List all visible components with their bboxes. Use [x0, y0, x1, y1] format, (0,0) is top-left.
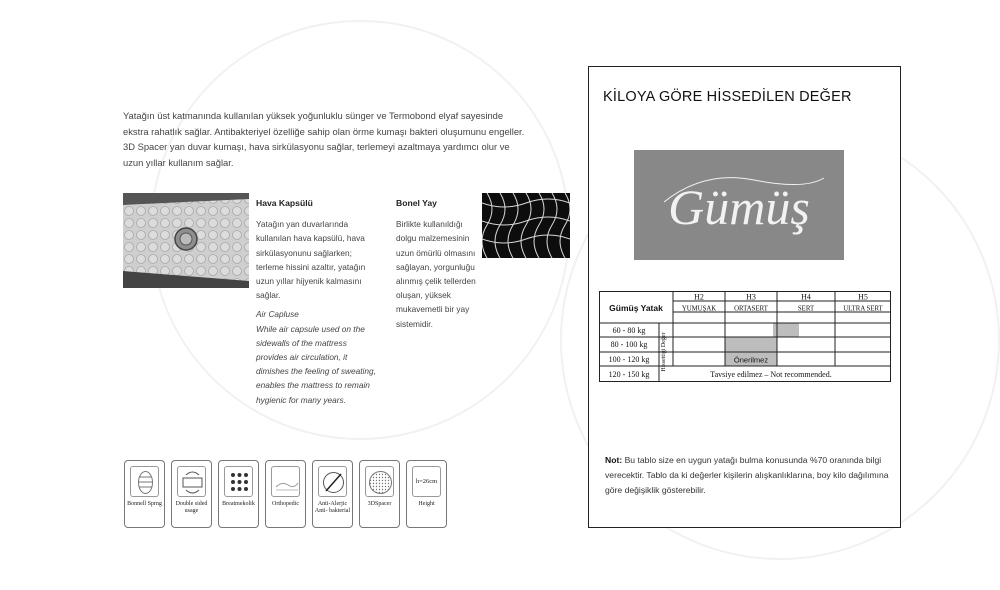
anti-allergic-icon — [318, 466, 347, 497]
icon-label: Orthopedic — [272, 501, 299, 507]
feature-air-capsule — [256, 196, 380, 407]
col-label: ULTRA SERT — [843, 305, 883, 313]
feature-air-capsule-en-text: While air capsule used on the sidewalls of the mattress provides air circulation, it dimishes the feeling of sweating, enables the mattress to remain hygienic for many years. — [256, 323, 376, 405]
icon-label: Breatmekolik — [222, 501, 255, 507]
breathing-badge — [218, 460, 259, 528]
logo-text: Gümüş — [668, 179, 810, 235]
col-code: H4 — [801, 292, 811, 302]
height-value: h=26cm — [415, 478, 438, 485]
icon-label: Anti-Alerjic Anti- bakterial — [314, 501, 351, 514]
icon-label: Double sided usage — [175, 501, 208, 514]
table-brand: Gümüş Yatak — [609, 303, 663, 313]
row-label: 60 - 80 kg — [612, 326, 646, 335]
row-label: 120 - 150 kg — [608, 370, 650, 379]
feature-air-capsule-title: Hava Kapsülü — [256, 198, 313, 208]
bonnell-spring-badge — [124, 460, 165, 528]
spring-photo — [482, 193, 570, 258]
col-label: YUMUŞAK — [681, 305, 717, 313]
feature-icons — [124, 460, 447, 528]
panel-note — [605, 453, 891, 498]
row-label: 80 - 100 kg — [610, 340, 648, 349]
firmness-panel — [588, 66, 901, 528]
panel-title: KİLOYA GÖRE HİSSEDİLEN DEĞER — [603, 89, 852, 105]
icon-label: Height — [418, 501, 435, 507]
firmness-table — [599, 291, 891, 388]
feature-air-capsule-text: Yatağın yan duvarlarında kullanılan hava kapsülü, hava sirkülasyonunu sağlarken; terleme hissini azaltır, yatağın uzun yıllar hijyenik kalmasını sağlar. — [256, 219, 366, 301]
spring-icon — [130, 466, 159, 497]
breathing-dots-icon — [224, 466, 253, 497]
double-sided-badge — [171, 460, 212, 528]
mattress-photo — [123, 193, 249, 288]
spacer-mesh-icon — [365, 466, 394, 497]
anti-allergic-badge — [312, 460, 353, 528]
feature-bonnell-spring-text: Birlikte kullanıldığı dolgu malzemesinin uzun ömürlü olmasını sağlayan, yorgunluğu alınmış çelik tellerden oluşan, yüksek mukavemetli bir yay sistemidir. — [396, 219, 476, 329]
not-recommended-label: Tavsiye edilmez – Not recommended. — [710, 370, 832, 379]
note-label: Not: — [605, 455, 623, 465]
side-label: Hissettiği Değer — [661, 332, 667, 372]
feature-air-capsule-en-title: Air Capluse — [256, 309, 299, 320]
col-code: H3 — [746, 292, 756, 302]
note-text: Bu tablo size en uygun yatağı bulma konusunda %70 oranında bilgi verecektir. Tablo da ki değerler kişilerin alışkanlıklarına, boy kilo dağılımına göre değişiklik gösterebilir. — [605, 455, 889, 495]
feature-bonnell-spring — [396, 196, 478, 331]
3d-spacer-badge — [359, 460, 400, 528]
row-label: 100 - 120 kg — [608, 355, 650, 364]
col-code: H2 — [694, 292, 704, 302]
recommended-label: Önerilmez — [733, 355, 769, 365]
icon-label: Bonnell Sprng — [127, 501, 162, 507]
height-icon — [412, 466, 441, 497]
double-sided-icon — [177, 466, 206, 497]
orthopedic-badge — [265, 460, 306, 528]
col-label: ORTASERT — [734, 305, 768, 313]
col-label: SERT — [797, 305, 815, 313]
intro-paragraph: Yatağın üst katmanında kullanılan yüksek yoğunluklu sünger ve Termobond elyaf sayesinde ekstra rahatlık sağlar. Antibakteriyel özelliğe sahip olan örme kumaşı bakteri oluşumunu engeller. 3D Spacer yan duvar kumaşı, hava sirkülasyonu sağlar, terlemeyi azaltmaya yardımcı olur ve uzun yıllar kullanım sağlar. — [123, 110, 525, 168]
orthopedic-icon — [271, 466, 300, 497]
height-badge — [406, 460, 447, 528]
gumus-logo — [634, 150, 844, 260]
icon-label: 3DSpacer — [367, 501, 392, 507]
feature-bonnell-spring-title: Bonel Yay — [396, 198, 437, 208]
col-code: H5 — [858, 292, 868, 302]
